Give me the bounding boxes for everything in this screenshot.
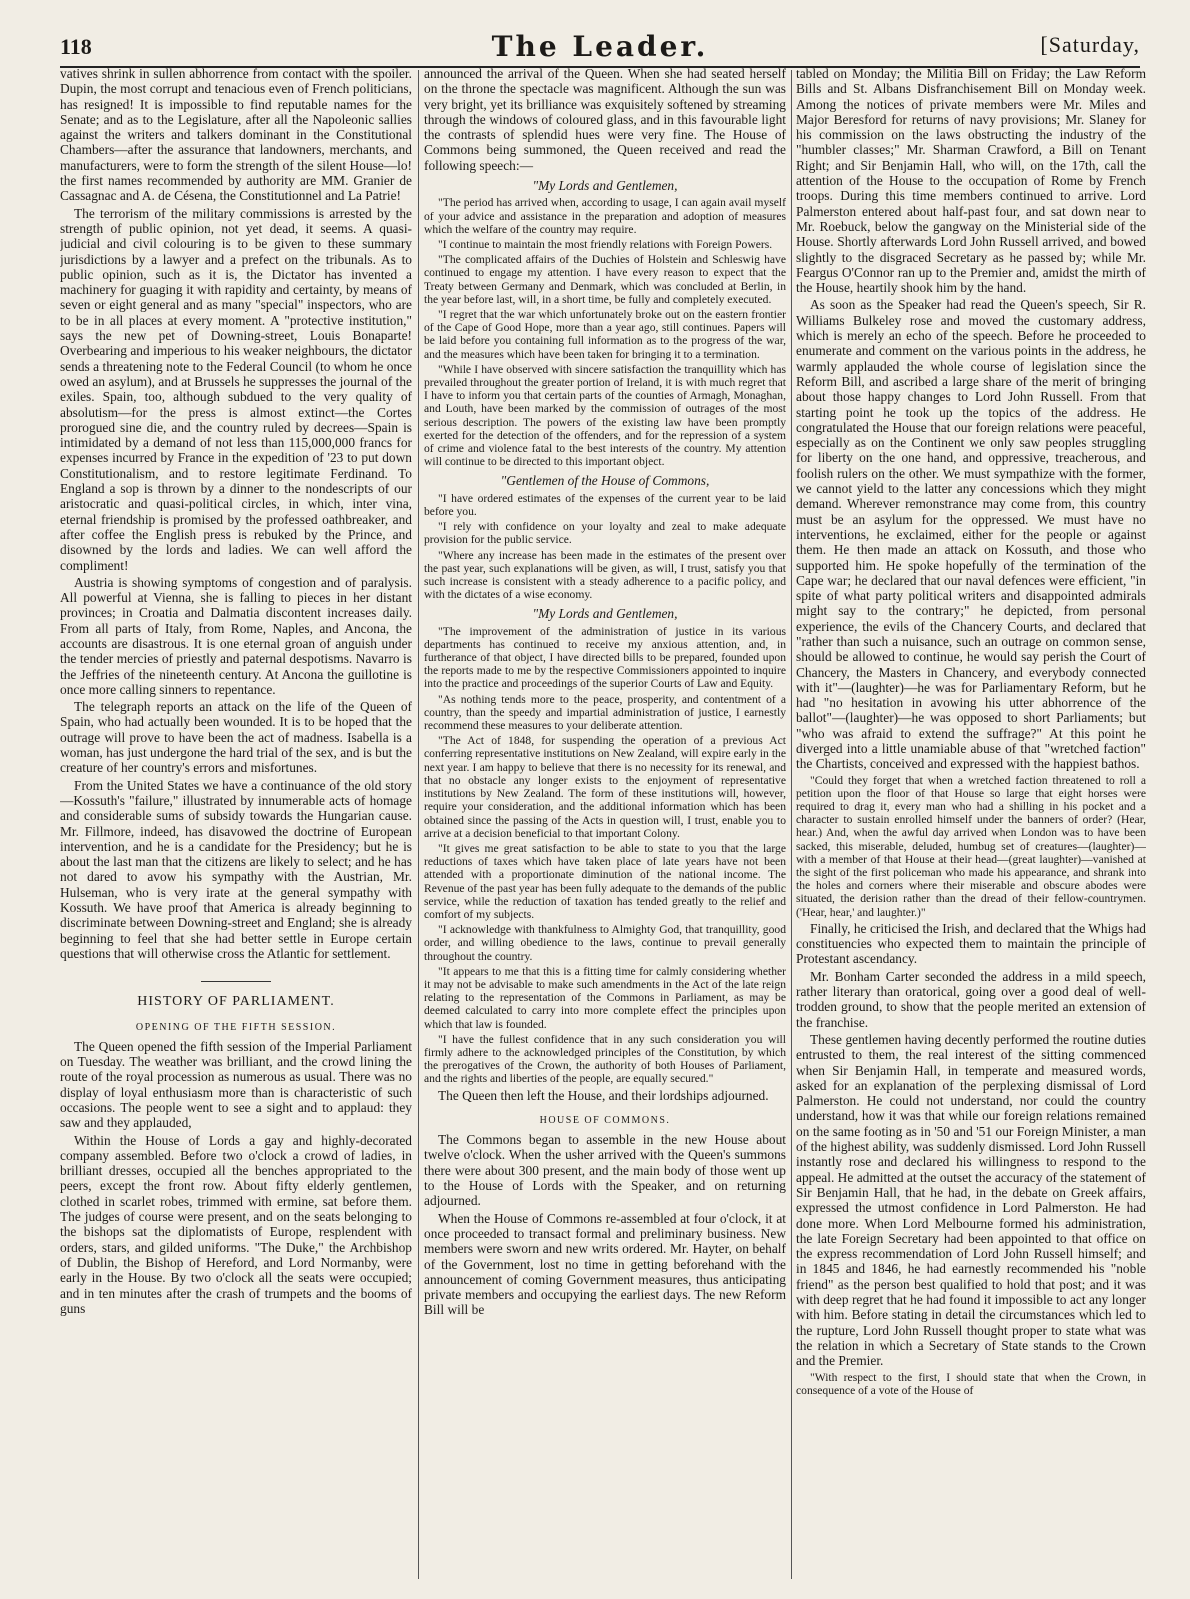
speech-address: "My Lords and Gentlemen,	[532, 178, 678, 194]
page-header	[60, 30, 1140, 68]
column-divider	[791, 70, 792, 1579]
speech-paragraph: "It appears to me that this is a fitting time for calmly considering whether it may not be advisable to make such amendments in the Act of the late reign relating to the representation of the Commons in Parliament, as may be deemed calculated to carry into more complete effect the principles upon which that law is founded.	[424, 964, 786, 1031]
paragraph: As soon as the Speaker had read the Queen's speech, Sir R. Williams Bulkeley rose and moved the customary address, which is merely an echo of the speech. Before he proceeded to enumerate and comment on the various points in the address, he warmly applauded the whole course of legislation since the Reform Bill, and ascribed a large share of the merit of bringing about those happy changes to Lord John Russell. From that starting point he took up the topics of the address. He congratulated the House that our foreign relations were peaceful, especially as on the Continent we only saw peoples struggling for liberty on the one hand, and oppressive, treacherous, and foolish rulers on the other. We must sympathize with the former, we cannot yield to the latter any concessions which they might demand. Wherever remonstrance may come from, this country must be an asylum for the oppressed. We must have no interventions, he exclaimed, either for the people or against them. He then made an attack on Kossuth, and those who supported him. He spoke hopefully of the termination of the Cape war; he declared that our naval defences were efficient, "in spite of what party political writers and disappointed admirals might say to the contrary;" he depicted, from personal experience, the evils of the Chancery Courts, and declared that "rather than such a nuisance, such an outrage on common sense, should be allowed to continue, he would say perish the Court of Chancery, the Masters in Chancery, and everybody connected with it"—(laughter)—he was for Parliamentary Reform, but he had "no hesitation in avowing his utter abhorrence of the ballot"—(laughter)—he was opposed to short Parliaments; but "who was afraid to extend the suffrage?" At this point he diverged into a little unamiable abuse of that "wretched faction" the Chartists, conceived and expressed with the happiest bathos.	[796, 297, 1146, 772]
speech-paragraph: "I have ordered estimates of the expenses of the current year to be laid before you.	[424, 491, 786, 518]
paragraph: tabled on Monday; the Militia Bill on Friday; the Law Reform Bills and St. Albans Disfranchisement Bill on Monday week. Among the notices of private members were Mr. Miles and Major Beresford for returns of navy provisions; Mr. Slaney for his commission on the laws obstructing the industry of the "humbler classes;" Mr. Sharman Crawford, a Bill on Tenant Right; and Sir Benjamin Hall, who will, on the 17th, call the attention of the House to the occupation of Rome by French troops. During this time members continued to arrive. Lord Palmerston entered about half-past four, and sat down near to Mr. Roebuck, below the gangway on the Ministerial side of the House. Shortly afterwards Lord John Russell arrived, and bowed slightly to the disgraced Secretary as he passed by; while Mr. Feargus O'Connor ran up to the Premier and, amidst the mirth of the House, heartily shook him by the hand.	[796, 66, 1146, 296]
paragraph: When the House of Commons re-assembled at four o'clock, it at once proceeded to transact formal and preliminary business. New members were sworn and new writs ordered. Mr. Hayter, on behalf of the Government, lost no time in getting beforehand with the announcement of coming Government measures, thus anticipating private members and occupying the earliest days. The new Reform Bill will be	[424, 1210, 786, 1318]
paragraph: vatives shrink in sullen abhorrence from contact with the spoiler. Dupin, the most corrupt and tenacious even of French politicians, has resigned! It is impossible to find reputable names for the Senate; and as to the Legislature, after all the Napoleonic sallies against the writers and talkers dominant in the Constitutional Chambers—after the assurance that landowners, merchants, and manufacturers, were to form the strength of the silent House—lo! the first names recommended by authority are MM. Granier de Cassagnac and A. de Césena, the Constitutionnel and La Patrie!	[60, 66, 412, 204]
page-number: 118	[60, 34, 92, 59]
speech-paragraph: "I regret that the war which unfortunately broke out on the eastern frontier of the Cape of Good Hope, more than a year ago, still continues. Papers will be laid before you containing full information as to the progress of the war, and the measures which have been taken for bringing it to a termination.	[424, 308, 786, 361]
paragraph: From the United States we have a continuance of the old story—Kossuth's "failure," illustrated by innumerable acts of homage and considerable sums of subsidy towards the Hungarian cause. Mr. Fillmore, indeed, has disavowed the doctrine of European intervention, and he is a candidate for the Presidency; but he is about the last man that the citizens are likely to select; and he has not dared to avow his sympathy with the Austrian, Mr. Hulseman, who is very irate at the general sympathy with Kossuth. We have proof that America is already beginning to discriminate between Downing-street and England; she is already beginning to feel that she had better settle in Europe certain questions that will otherwise cross the Atlantic for settlement.	[60, 777, 412, 961]
quoted-speech: "Could they forget that when a wretched faction threatened to roll a petition upon the floor of that House so large that eight horses were required to drag it, every man who had a shilling in his pocket and a character to sustain enrolled himself under the banners of order? (Hear, hear.) And, when the awful day arrived when London was to have been sacked, this miserable, deluded, humbug set of creatures—(laughter)—with a member of that House at their head—(great laughter)—vanished at the sight of the first policeman who made his appearance, and shrank into the holes and corners where their miserable and obscure abodes were situated, the derision rather than the dread of their fellow-countrymen. ('Hear, hear,' and laughter.)"	[796, 773, 1146, 919]
speech-paragraph: "It gives me great satisfaction to be able to state to you that the large reductions of taxes which have taken place of late years have not been attended with a proportionate diminution of the national income. The Revenue of the past year has been fully adequate to the demands of the public service, while the reduction of taxation has tended greatly to the relief and comfort of my subjects.	[424, 841, 786, 921]
paragraph: The terrorism of the military commissions is arrested by the strength of public opinion, not yet dead, it seems. A quasi-judicial and civil colouring is to be given to these summary jurisdictions by a lawyer and a prefect on the tribunals. As to public opinion, such as it is, the Dictator has invented a machinery for guaging it with rapidity and certainty, by means of seven or eight general and as many "special" inspectors, who are to be in all places at every moment. A "protective institution," says the new pet of Downing-street, Louis Bonaparte! Overbearing and imperious to his weaker neighbours, the dictator sends a threatening note to the Federal Council (to whom he once owed an asylum), and at Brussels he suppresses the journal of the exiles. Spain, too, although subdued to the very quality of absolutism—for the press is almost extinct—the Cortes prorogued sine die, and the country ruled by decrees—Spain is intimidated by a demand of not less than 115,000,000 francs for expenses incurred by France in the expedition of '23 to put down Constitutionalism, and to restore legitimate Ferdinand. To England a sop is thrown by a dinner to the nondescripts of our aristocratic and quasi-political circles, in which, inter vina, eternal friendship is promised by the professed oathbreaker, and after coffee the English press is rebuked by the Prince, and disowned by the lords and ladies. We can well afford the compliment!	[60, 205, 412, 573]
paragraph: The Queen opened the fifth session of the Imperial Parliament on Tuesday. The weather was brilliant, and the crowd lining the route of the royal procession as numerous as usual. There was no display of loyal enthusiasm more than is characteristic of such occasions. The people went to see a sight and to applaud: they saw and they applauded,	[60, 1038, 412, 1131]
paragraph: These gentlemen having decently performed the routine duties entrusted to them, the real interest of the sitting commenced when Sir Benjamin Hall, in temperate and measured words, asked for an explanation of the perplexing dismissal of Lord Palmerston. He could not understand, nor could the country understand, how it was that while our foreign relations remained on the same footing as in '50 and '51 our Foreign Minister, a man of the highest ability, was suddenly dismissed. Lord John Russell instantly rose and declared his willingness to respond to the appeal. He admitted at the outset the accuracy of the statement of Sir Benjamin Hall, that he had, in the debate on Greek affairs, expressed the utmost confidence in Lord Palmerston. He had done more. When Lord Melbourne formed his administration, the late Foreign Secretary had been appointed to that office on the express recommendation of Lord John Russell himself; and in 1845 and 1846, he had earnestly recommended his "noble friend" as the person best qualified to hold that post; and it was with deep regret that he had found it impossible to act any longer with him. Before stating in detail the circumstances which led to the rupture, Lord John Russell thought proper to state what was the relation in which a Secretary of State stands to the Crown and the Premier.	[796, 1031, 1146, 1369]
masthead: The Leader.	[491, 30, 709, 63]
paragraph: Mr. Bonham Carter seconded the address in a mild speech, rather literary than oratorical, going over a good deal of well-trodden ground, to show that the people merited an extension of the franchise.	[796, 968, 1146, 1030]
column-1	[60, 66, 412, 1585]
paragraph: Austria is showing symptoms of congestion and of paralysis. All powerful at Vienna, she is falling to pieces in her distant provinces; in Croatia and Dalmatia discontent increases daily. From all parts of Italy, from Rome, Naples, and Ancona, the accounts are disastrous. It is one eternal groan of anguish under the tender mercies of priestly and paternal despotisms. Navarro is the Jeffries of the nineteenth century. At Ancona the guillotine is once more calling sinners to repentance.	[60, 574, 412, 697]
paragraph: announced the arrival of the Queen. When she had seated herself on the throne the spectacle was magnificent. Although the sun was very bright, yet its brilliance was exquisitely softened by streaming through the windows of coloured glass, and in this favourable light the contrasts of splendid hues were very fine. The House of Commons being summoned, the Queen received and read the following speech:—	[424, 66, 786, 173]
paragraph: The Commons began to assemble in the new House about twelve o'clock. When the usher arrived with the Queen's summons there were about 300 present, and the main body of those went up to the House of Lords with the Speaker, and on returning adjourned.	[424, 1132, 786, 1209]
column-divider	[418, 70, 419, 1579]
subsection-heading: OPENING OF THE FIFTH SESSION.	[135, 1021, 337, 1033]
speech-paragraph: "The improvement of the administration of justice in its various departments has continued to receive my anxious attention, and, in furtherance of that object, I have directed bills to be prepared, founded upon the reports made to me by the respective Commissioners appointed to inquire into the practice and proceedings of the superior Courts of Law and Equity.	[424, 624, 786, 691]
section-rule	[201, 981, 271, 982]
speech-paragraph: "The period has arrived when, according to usage, I can again avail myself of your advice and assistance in the preparation and adoption of measures which the welfare of the country may require.	[424, 196, 786, 236]
speech-address: "Gentlemen of the House of Commons,	[500, 473, 710, 489]
paragraph: The telegraph reports an attack on the life of the Queen of Spain, who had actually been wounded. It is to be hoped that the outrage will prove to have been the act of madness. Isabella is a woman, has just undergone the hard trial of the sex, and is but the creature of her country's errors and misfortunes.	[60, 699, 412, 776]
speech-paragraph: "I continue to maintain the most friendly relations with Foreign Powers.	[438, 237, 773, 251]
header-day: [Saturday,	[1040, 32, 1140, 57]
speech-paragraph: "Where any increase has been made in the estimates of the present over the past year, such explanations will be given, as will, I trust, satisfy you that such increase is consistent with a steady adherence to a pacific policy, and with the dictates of a wise economy.	[424, 548, 786, 602]
speech-paragraph: "I have the fullest confidence that in any such consideration you will firmly adhere to the acknowledged principles of the Constitution, by which the prerogatives of the Crown, the authority of both Houses of Parliament, and the rights and liberties of the people, are equally secured."	[424, 1032, 786, 1086]
column-2	[424, 66, 786, 1585]
paragraph: Within the House of Lords a gay and highly-decorated company assembled. Before two o'clock a crowd of ladies, in brilliant dresses, occupied all the benches appropriated to the peers, except the front row. About fifty elderly gentlemen, clothed in scarlet robes, trimmed with ermine, sat before them. The judges of course were present, and on the seats belonging to the bishops sat the diplomatists of Europe, resplendent with orders, stars, and gilded uniforms. "The Duke," the Archbishop of Dublin, the Bishop of Hereford, and Lord Normanby, were early in the House. By two o'clock all the seats were occupied; and in ten minutes after the crash of trumpets and the booms of guns	[60, 1132, 412, 1316]
subsection-heading: HOUSE OF COMMONS.	[539, 1114, 671, 1126]
column-3	[796, 66, 1146, 1585]
speech-paragraph: "While I have observed with sincere satisfaction the tranquillity which has prevailed throughout the greater portion of Ireland, it is with much regret that I have to inform you that certain parts of the counties of Armagh, Monaghan, and Louth, have been marked by the commission of outrages of the most serious description. The powers of the existing law have been promptly exerted for the detection of the offenders, and for the repression of a system of crime and violence fatal to the best interests of the country. My attention will continue to be directed to this important object.	[424, 362, 786, 469]
quoted-speech: "With respect to the first, I should state that when the Crown, in consequence of a vote of the House of	[796, 1370, 1146, 1397]
section-heading: HISTORY OF PARLIAMENT.	[137, 994, 335, 1010]
speech-paragraph: "I rely with confidence on your loyalty and zeal to make adequate provision for the public service.	[424, 520, 786, 547]
speech-paragraph: "I acknowledge with thankfulness to Almighty God, that tranquillity, good order, and willing obedience to the laws, continue to prevail generally throughout the country.	[424, 923, 786, 963]
speech-paragraph: "The complicated affairs of the Duchies of Holstein and Schleswig have continued to engage my attention. I have every reason to expect that the Treaty between Germany and Denmark, which was concluded at Berlin, in the year before last, will, in a short time, be fully and completely executed.	[424, 253, 786, 306]
speech-paragraph: "The Act of 1848, for suspending the operation of a previous Act conferring representative institutions on New Zealand, will expire early in the next year. I am happy to believe that there is no necessity for its renewal, and that no obstacle any longer exists to the enjoyment of representative institutions by New Zealand. The form of these institutions will, however, require your consideration, and the additional information which has been obtained since the passing of the Acts in question will, I trust, enable you to arrive at a decision beneficial to that important Colony.	[424, 734, 786, 840]
speech-address: "My Lords and Gentlemen,	[532, 606, 678, 622]
speech-paragraph: "As nothing tends more to the peace, prosperity, and contentment of a country, than the speedy and impartial administration of justice, I earnestly recommend these measures to your deliberate attention.	[424, 692, 786, 733]
paragraph: Finally, he criticised the Irish, and declared that the Whigs had constituencies who expected them to maintain the principle of Protestant ascendancy.	[796, 920, 1146, 967]
paragraph: The Queen then left the House, and their lordships adjourned.	[438, 1087, 769, 1103]
